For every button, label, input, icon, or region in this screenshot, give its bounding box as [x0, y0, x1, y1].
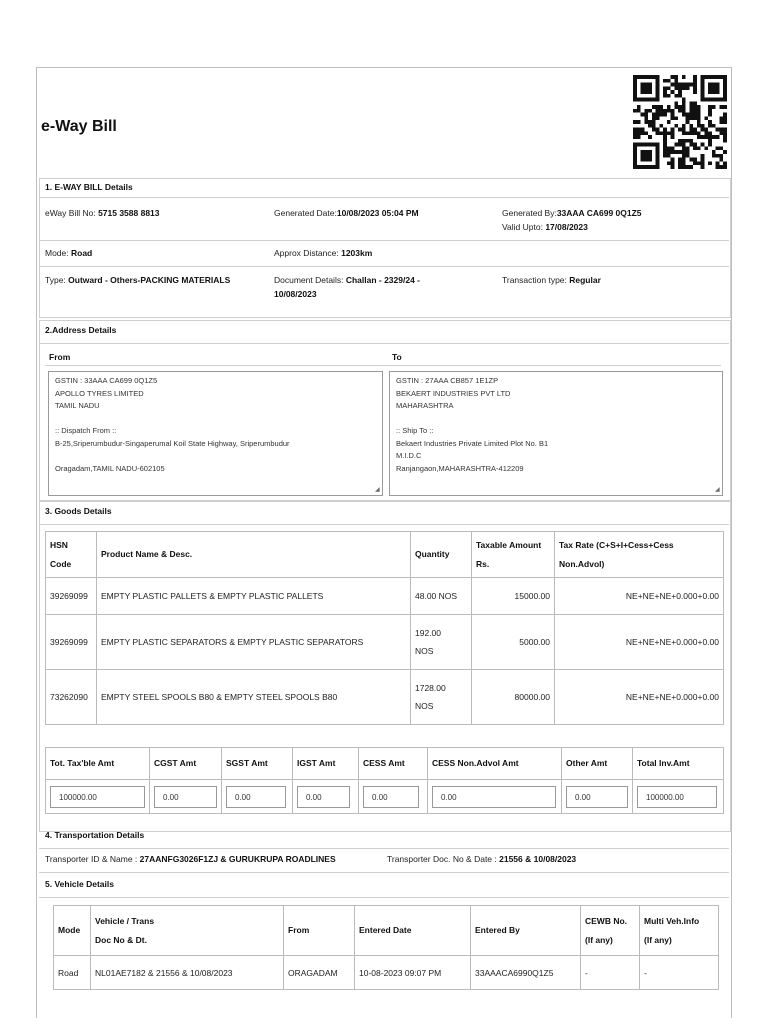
- approx-distance: Approx Distance: 1203km: [274, 248, 373, 258]
- section-2-heading: 2.Address Details: [45, 325, 117, 335]
- valid-upto: Valid Upto: 17/08/2023: [502, 222, 588, 232]
- product-header: Product Name & Desc.: [97, 532, 411, 578]
- page-title: e-Way Bill: [41, 118, 117, 135]
- cess-field[interactable]: 0.00: [363, 786, 419, 808]
- from-address-box[interactable]: GSTIN : 33AAA CA699 0Q1Z5 APOLLO TYRES LIMITED TAMIL NADU :: Dispatch From :: B-25,Sriperumbudur-Singaperumal Koil State Highway, Sriperumbudur Oragadam,TAMIL NADU-602105 ◢: [48, 371, 383, 496]
- taxable-header: Taxable Amount Rs.: [472, 532, 555, 578]
- to-address-box[interactable]: GSTIN : 27AAA CB857 1E1ZP BEKAERT INDUSTRIES PVT LTD MAHARASHTRA :: Ship To :: Bekaert Industries Private Limited Plot No. B1 M.I.D.C Ranjangaon,MAHARASHTRA-412209 ◢: [389, 371, 723, 496]
- total-inv-field[interactable]: 100000.00: [637, 786, 717, 808]
- table-row: 39269099 EMPTY PLASTIC SEPARATORS & EMPTY PLASTIC SEPARATORS 192.00 NOS 5000.00 NE+NE+NE+0.000+0.00: [46, 615, 724, 670]
- totals-table: Tot. Tax'ble Amt CGST Amt SGST Amt IGST Amt CESS Amt CESS Non.Advol Amt Other Amt Total Inv.Amt 100000.00 0.00 0.00 0.00 0.00 0.00 0.00 100000.00: [45, 747, 724, 814]
- to-label: To: [392, 352, 402, 362]
- ewb-details-section: [39, 178, 731, 318]
- cgst-field[interactable]: 0.00: [154, 786, 217, 808]
- hsn-header: HSN Code: [46, 532, 97, 578]
- table-row: Road NL01AE7182 & 21556 & 10/08/2023 ORAGADAM 10-08-2023 09:07 PM 33AAACA6990Q1Z5 - -: [54, 956, 719, 990]
- total-taxable-field[interactable]: 100000.00: [50, 786, 145, 808]
- resize-grip-icon[interactable]: ◢: [375, 487, 380, 493]
- qr-code: [633, 75, 727, 169]
- transaction-type: Transaction type: Regular: [502, 275, 601, 285]
- transport-mode: Mode: Road: [45, 248, 93, 258]
- from-label: From: [49, 352, 71, 362]
- sgst-field[interactable]: 0.00: [226, 786, 286, 808]
- document-date: 10/08/2023: [274, 289, 317, 299]
- document-details: Document Details: Challan - 2329/24 -: [274, 275, 420, 285]
- igst-field[interactable]: 0.00: [297, 786, 350, 808]
- section-1-heading: 1. E-WAY BILL Details: [45, 182, 133, 192]
- tax-rate-header: Tax Rate (C+S+I+Cess+Cess Non.Advol): [555, 532, 724, 578]
- vehicle-table: Mode Vehicle / Trans Doc No & Dt. From Entered Date Entered By CEWB No. (If any) Multi Veh.Info (If any) Road NL01AE7182 & 21556 & 10/08/2023 ORAGADAM 10-08-2023 09:07 PM 33AAACA6990Q1Z5 - -: [53, 905, 719, 990]
- table-row: 39269099 EMPTY PLASTIC PALLETS & EMPTY PLASTIC PALLETS 48.00 NOS 15000.00 NE+NE+NE+0.000+0.00: [46, 578, 724, 615]
- other-amt-field[interactable]: 0.00: [566, 786, 628, 808]
- goods-table: [45, 531, 724, 725]
- quantity-header: Quantity: [411, 532, 472, 578]
- table-row: 73262090 EMPTY STEEL SPOOLS B80 & EMPTY STEEL SPOOLS B80 1728.00 NOS 80000.00 NE+NE+NE+0.000+0.00: [46, 670, 724, 725]
- ewb-number: eWay Bill No: 5715 3588 8813: [45, 208, 160, 218]
- supply-type: Type: Outward - Others-PACKING MATERIALS: [45, 275, 231, 285]
- resize-grip-icon[interactable]: ◢: [715, 487, 720, 493]
- generated-date: Generated Date:10/08/2023 05:04 PM: [274, 208, 419, 218]
- eway-bill-document: [36, 67, 732, 1018]
- generated-by: Generated By:33AAA CA699 0Q1Z5: [502, 208, 642, 218]
- transporter-doc: Transporter Doc. No & Date : 21556 & 10/08/2023: [387, 854, 577, 864]
- section-5-heading: 5. Vehicle Details: [45, 879, 114, 889]
- cess-non-advol-field[interactable]: 0.00: [432, 786, 556, 808]
- transporter-id: Transporter ID & Name : 27AANFG3026F1ZJ & GURUKRUPA ROADLINES: [45, 854, 336, 864]
- section-4-heading: 4. Transportation Details: [45, 830, 145, 840]
- section-3-heading: 3. Goods Details: [45, 506, 112, 516]
